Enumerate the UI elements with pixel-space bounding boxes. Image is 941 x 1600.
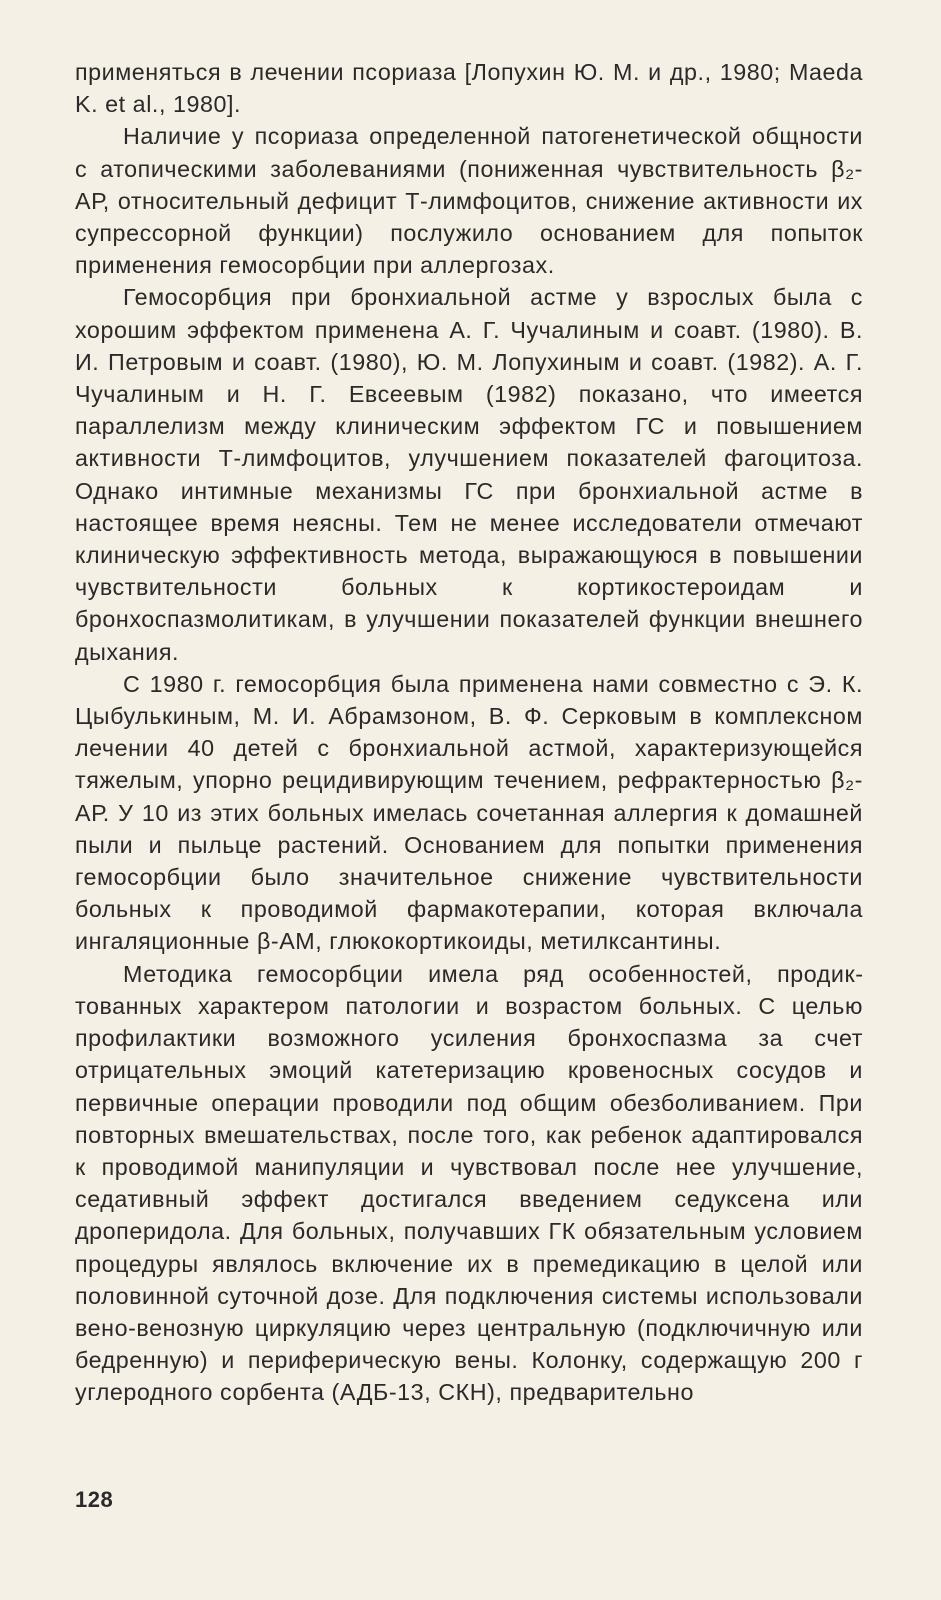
paragraph-1: применяться в лечении псориаза [Лопухин Ю. М. и др., 1980; Maeda K. et al., 1980]. — [75, 59, 863, 118]
paragraph-3: Гемосорбция при бронхиальной астме у взрослых была с хорошим эффектом применена А. Г. Чучалиным и соавт. (1980). В. И. Петровым и соавт. (1980), Ю. М. Лопухиным и соавт. (1982). А. Г. Чучалиным и Н. Г. Евсеевым (1982) показано, что имеется параллелизм между клиническим эффектом ГС и повышением активности Т-лимфоцитов, улучшением показателей фагоцитоза. Однако интимные механизмы ГС при бронхиальной астме в настоящее время неясны. Тем не менее исследователи отмечают клиническую эффективность метода, выражающуюся в повышении чувствительности больных к кортикостероидам и бронхоспазмолитикам, в улучшении показателей функции внешнего дыхания. — [75, 284, 863, 665]
paragraph-5: Методика гемосорбции имела ряд особенностей, продиктованных характером патологии и возрастом больных. С целью профилактики возможного усиления бронхоспазма за счет отрицательных эмоций катетеризацию кровеносных сосудов и первичные операции проводили под общим обезболиванием. При повторных вмешательствах, после того, как ребенок адаптировался к проводимой манипуляции и чувствовал после нее улучшение, седативный эффект достигался введением седуксена или дроперидола. Для больных, получавших ГК обязательным условием процедуры являлось включение их в премедикацию в целой или половинной суточной дозе. Для подключения системы использовали вено-венозную циркуляцию через центральную (подключичную или бедренную) и периферическую вены. Колонку, содержащую 200 г углеродного сорбента (АДБ-13, СКН), предварительно — [75, 960, 863, 1406]
page-number: 128 — [75, 1487, 114, 1512]
paragraph-4: С 1980 г. гемосорбция была применена нами совместно с Э. К. Цыбулькиным, М. И. Абрамзоном, В. Ф. Серковым в комплексном лечении 40 детей с бронхиальной астмой, характеризующейся тяжелым, упорно рецидивирующим течением, рефрактерностью β₂-АР. У 10 из этих больных имелась сочетанная аллергия к домашней пыли и пыльце растений. Основанием для попытки применения гемосорбции было значительное снижение чувствительности больных к проводимой фармакотерапии, которая включала ингаляционные β-АМ, глюкокортикоиды, метилксантины. — [75, 670, 863, 955]
paragraph-2: Наличие у псориаза определенной патогенетической общности с атопическими заболеваниями (пониженная чувствительность β₂-АР, относительный дефицит Т-лимфоцитов, снижение активности их супрессорной функции) послужило основанием для попыток применения гемосорбции при аллергозах. — [75, 123, 863, 279]
body-text — [75, 56, 863, 1409]
